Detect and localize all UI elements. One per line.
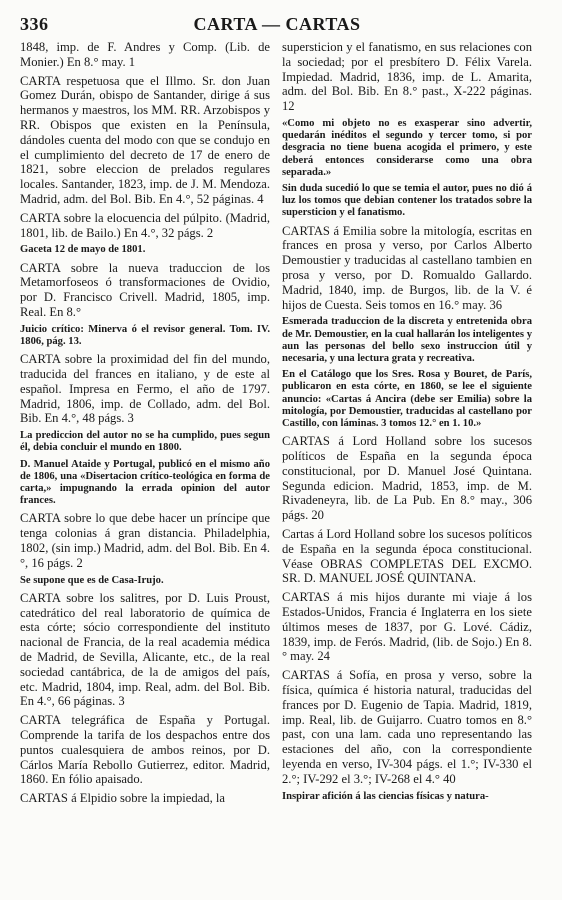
- left-column: [20, 40, 270, 810]
- running-title: CARTA — CARTAS: [193, 14, 361, 34]
- catalog-entry: CARTAS á mis hijos durante mi viaje á los Estados-Unidos, Francia é Inglaterra en los siete últimos meses de 1837, por G. Lové. Cádiz, 1839, imp. de Ferós. Madrid, (lib. de Sojo.) En 8.° may. 24: [282, 590, 532, 664]
- catalog-entry: CARTAS á Emilia sobre la mitología, escritas en frances en prosa y verso, por Carlos Alberto Demoustier y traducidas al castellano tambien en prosa y verso, por D. Romualdo Gallardo. Madrid, 1840, imp. de Burgos, lib. de la V. é hijos de Cuesta. Seis tomos en 16.° may. 36: [282, 223, 532, 312]
- bibliographic-note: «Como mi objeto no es exasperar sino advertir, quedarán inéditos el segundo y tercer tomo, si por desgracia no tiene buena acogida el primero, y este deberá entonces considerarse como una obra separada.»: [282, 117, 532, 178]
- catalog-entry: CARTA sobre la elocuencia del púlpito. (Madrid, 1801, lib. de Bailo.) En 4.°, 32 págs. 2: [20, 210, 270, 240]
- catalog-entry: CARTA sobre los salitres, por D. Luis Proust, catedrático del real laboratorio de química de esta córte; sócio correspondiente del instituto nacional de Francia, de la real academia médica de Madrid, de Sevilla, Alicante, etc., de la real sociedad cantábrica, de la de amigos del país, etc. Madrid, 1804, imp. Real, adm. del Bol. Bib. En 4.°, 66 páginas. 3: [20, 590, 270, 709]
- catalog-entry: 1848, imp. de F. Andres y Comp. (Lib. de Monier.) En 8.° may. 1: [20, 40, 270, 69]
- page-number: 336: [20, 14, 49, 34]
- right-column: [282, 40, 532, 807]
- catalog-entry: supersticion y el fanatismo, en sus relaciones con la sociedad; por el presbítero D. Félix Varela. Impiedad. Madrid, 1836, imp. de L. Amarita, adm. del Bol. Bib. En 8.° past., X-222 páginas. 12: [282, 40, 532, 114]
- bibliographic-note: Gaceta 12 de mayo de 1801.: [20, 244, 146, 256]
- bibliographic-note: Inspirar afición á las ciencias físicas y natura-: [282, 790, 489, 802]
- catalog-entry: CARTAS á Elpidio sobre la impiedad, la: [20, 791, 225, 806]
- catalog-entry: CARTA sobre la nueva traduccion de los Metamorfoseos ó transformaciones de Ovidio, por D. Francisco Crivell. Madrid, 1805, imp. Real. En 8.°: [20, 260, 270, 319]
- catalog-entry: CARTA respetuosa que el Illmo. Sr. don Juan Gomez Durán, obispo de Santander, dirige á sus hermanos y maestros, los MM. RR. Arzobispos y RR. Obispos que existen en la Península, dándoles cuenta del modo con que se condujo en el cumplimiento del decreto de 17 de enero de 1821, sobre eleccion de prelados regulares locales. Santander, 1823, imp. de J. M. Mendoza. Madrid, adm. del Bol. Bib. En 4.°, 52 páginas. 4: [20, 73, 270, 206]
- page-header: [20, 14, 534, 38]
- bibliographic-note: Juicio crítico: Minerva ó el revisor general. Tom. IV. 1806, pág. 13.: [20, 323, 270, 347]
- catalog-entry: CARTAS á Lord Holland sobre los sucesos políticos de España en la segunda época constitucional, por D. Manuel José Quintana. Segunda edicion. Madrid, 1853, imp. de M. Rivadeneyra, lib. de La Pub. En 8.° may., 306 págs. 20: [282, 434, 532, 523]
- bibliographic-note: Se supone que es de Casa-Irujo.: [20, 574, 164, 586]
- catalog-entry: Cartas á Lord Holland sobre los sucesos políticos de España en la segunda época constitucional. Véase OBRAS COMPLETAS DEL EXCMO. SR. D. MANUEL JOSÉ QUINTANA.: [282, 527, 532, 586]
- catalog-entry: CARTA sobre la proximidad del fin del mundo, traducida del frances en italiano, y de este al español. Impresa en Fermo, el año de 1797. Madrid, 1806, imp. de Collado, adm. del Bol. Bib. En 4.°, 48 págs. 3: [20, 352, 270, 426]
- catalog-entry: CARTA telegráfica de España y Portugal. Comprende la tarifa de los despachos entre dos puntos cualesquiera de ambos reinos, por D. Cárlos María Rebollo Gutierrez, editor. Madrid, 1860. En fólio apaisado.: [20, 713, 270, 787]
- bibliographic-note: Sin duda sucedió lo que se temia el autor, pues no dió á luz los tomos que debian contener los tratados sobre la supersticion y el fanatismo.: [282, 183, 532, 219]
- bibliographic-note: En el Catálogo que los Sres. Rosa y Bouret, de París, publicaron en esta córte, en 1860, se lee el siguiente anuncio: «Cartas á Ancira (debe ser Emilia) sobre la mitología, por Demoustier, traducidas al castellano por Castillo, con láminas. 3 tomos 12.° en 1. 10.»: [282, 369, 532, 430]
- catalog-entry: CARTA sobre lo que debe hacer un príncipe que tenga colonias á gran distancia. Philadelphia, 1802, (sin imp.) Madrid, adm. del Bol. Bib. En 4.°, 16 págs. 2: [20, 511, 270, 570]
- catalog-entry: CARTAS á Sofía, en prosa y verso, sobre la física, química é historia natural, traducidas del frances por D. Eugenio de Tapia. Madrid, 1819, imp. Real, lib. de Guijarro. Cuatro tomos en 8.° past, con una lam. cada uno representando las estaciones del año, con la correspondiente leyenda en verso, IV-304 págs. el 1.°; IV-330 el 2.°; IV-292 el 3.°; IV-268 el 4.° 40: [282, 668, 532, 786]
- bibliographic-note: Esmerada traduccion de la discreta y entretenida obra de Mr. Demoustier, en la cual hallarán los inteligentes y aun las personas del bello sexo instruccion útil y necesaria, y una lectura grata y recreativa.: [282, 316, 532, 364]
- bibliographic-note: La prediccion del autor no se ha cumplido, pues segun él, debia concluir el mundo en 1800.: [20, 430, 270, 454]
- bibliographic-note: D. Manuel Ataide y Portugal, publicó en el mismo año de 1806, una «Disertacion crítico-teológica en forma de carta,» impugnando la errada opinion del autor frances.: [20, 458, 270, 507]
